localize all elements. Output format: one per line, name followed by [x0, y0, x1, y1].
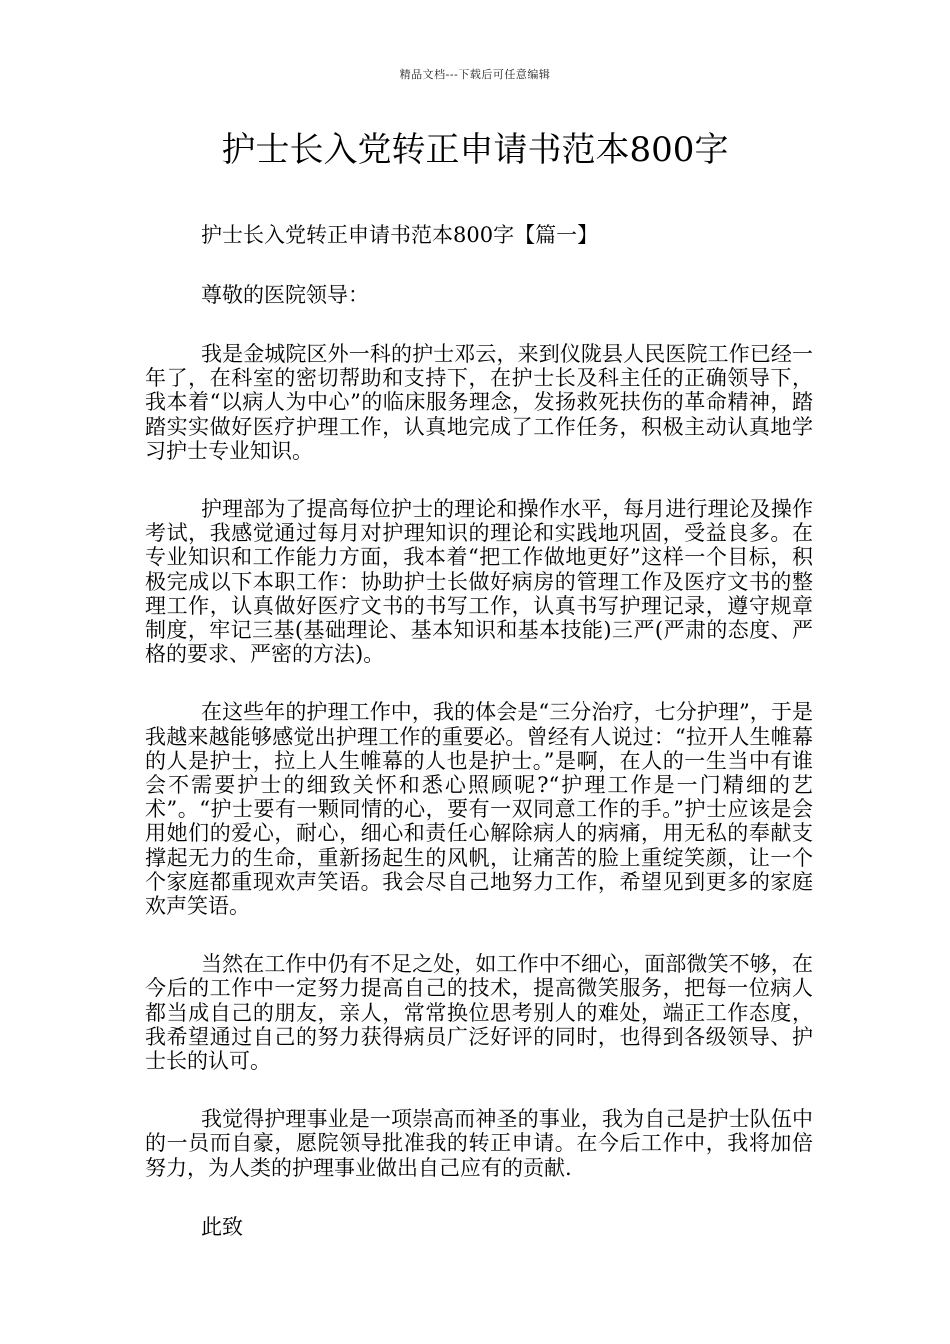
- document-body: [145, 222, 813, 1274]
- header-note: 精品文档---下载后可任意编辑: [399, 68, 551, 81]
- salutation: 尊敬的医院领导：: [201, 283, 369, 307]
- closing: 此致: [201, 1214, 243, 1239]
- paragraph-4: 当然在工作中仍有不足之处，如工作中不细心，面部微笑不够，在今后的工作中一定努力提高自己的技术，提高微笑服务，把每一位病人都当成自己的朋友，亲人，常常换位思考别人的难处，端正工作态度，我希望通过自己的努力获得病员广泛好评的同时，也得到各级领导、护士长的认可。: [145, 952, 813, 1074]
- document-title: 护士长入党转正申请书范本800字: [221, 130, 729, 170]
- paragraph-5: 我觉得护理事业是一项崇高而神圣的事业，我为自己是护士队伍中的一员而自豪，愿院领导批准我的转正申请。在今后工作中，我将加倍努力，为人类的护理事业做出自己应有的贡献.: [145, 1107, 813, 1180]
- section-title: 护士长入党转正申请书范本800字【篇一】: [201, 223, 599, 247]
- paragraph-1: 我是金城院区外一科的护士邓云，来到仪陇县人民医院工作已经一年了，在科室的密切帮助和支持下，在护士长及科主任的正确领导下，我本着“以病人为中心”的临床服务理念，发扬救死扶伤的革命精神，踏踏实实做好医疗护理工作，认真地完成了工作任务，积极主动认真地学习护士专业知识。: [145, 342, 813, 463]
- paragraph-2: 护理部为了提高每位护士的理论和操作水平，每月进行理论及操作考试，我感觉通过每月对护理知识的理论和实践地巩固，受益良多。在专业知识和工作能力方面，我本着“把工作做地更好”这样一个目标，积极完成以下本职工作：协助护士长做好病房的管理工作及医疗文书的整理工作，认真做好医疗文书的书写工作，认真书写护理记录，遵守规章制度，牢记三基(基础理论、基本知识和基本技能)三严(严肃的态度、严格的要求、严密的方法)。: [145, 497, 813, 667]
- paragraph-3: 在这些年的护理工作中，我的体会是“三分治疗，七分护理”，于是我越来越能够感觉出护理工作的重要必。曾经有人说过：“拉开人生帷幕的人是护士，拉上人生帷幕的人也是护士。”是啊，在人的一生当中有谁会不需要护士的细致关怀和悉心照顾呢?“护理工作是一门精细的艺术”。“护士要有一颗同情的心，要有一双同意工作的手。”护士应该是会用她们的爱心，耐心，细心和责任心解除病人的病痛，用无私的奉献支撑起无力的生命，重新扬起生的风帆，让痛苦的脸上重绽笑颜，让一个个家庭都重现欢声笑语。我会尽自己地努力工作，希望见到更多的家庭欢声笑语。: [145, 700, 813, 919]
